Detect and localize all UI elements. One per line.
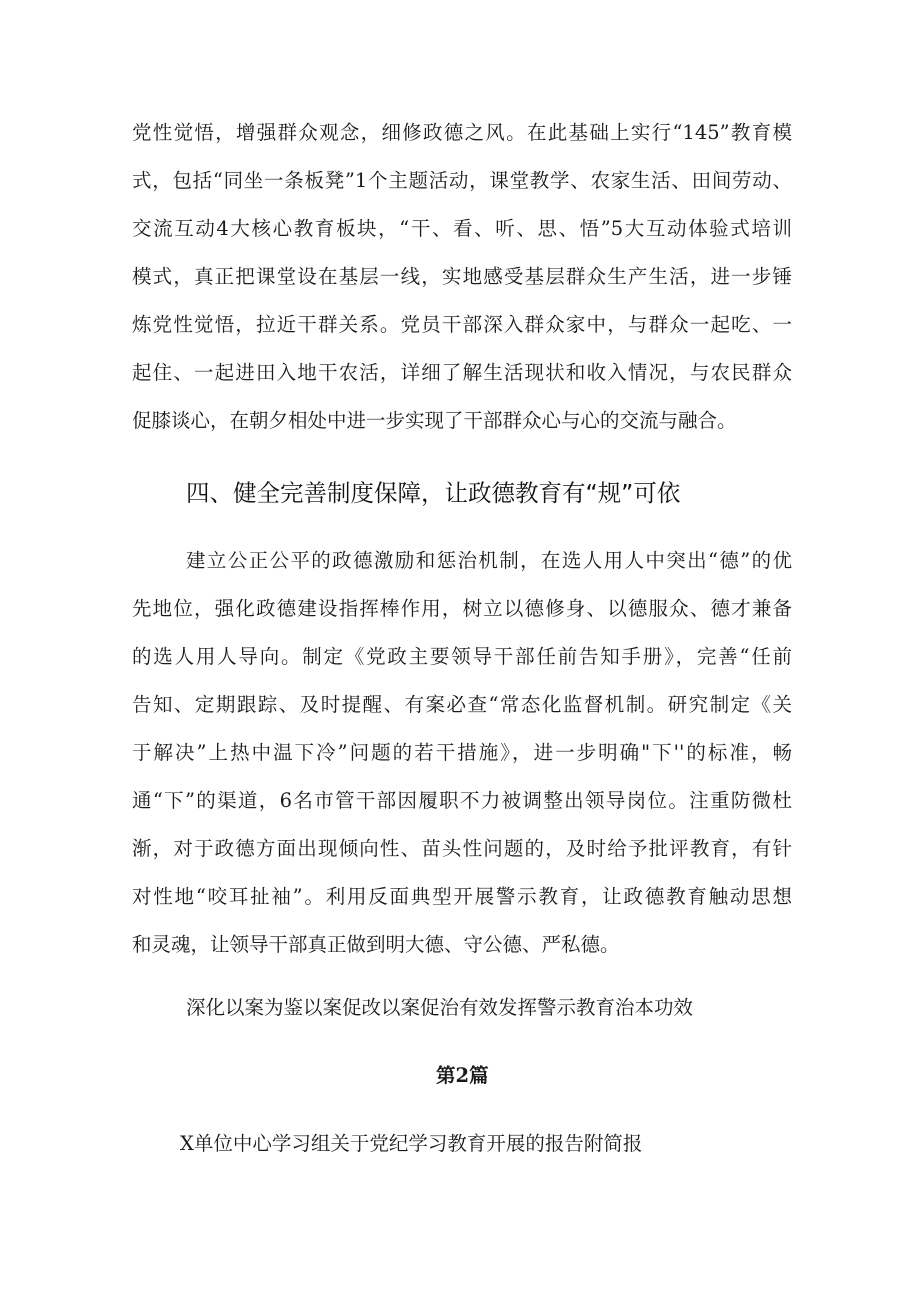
paragraph-1-line-1: 党性觉悟，增强群众观念，细修政德之风。在此基础上实行“145”教育模: [132, 121, 792, 144]
paragraph-1-line-5: 炼党性觉悟，拉近干群关系。党员干部深入群众家中，与群众一起吃、一: [132, 313, 792, 336]
paragraph-2-line-4: 告知、定期跟踪、及时提醒、有案必查“常态化监督机制。研究制定《关: [132, 693, 792, 716]
paragraph-2-line-6: 通“下”的渠道，6名市管干部因履职不力被调整出领导岗位。注重防微杜: [132, 789, 792, 812]
article-title: X单位中心学习组关于党纪学习教育开展的报告附简报: [180, 1132, 643, 1155]
paragraph-1-line-7: 促膝谈心，在朝夕相处中进一步实现了干部群众心与心的交流与融合。: [132, 409, 737, 432]
section-heading: 四、健全完善制度保障，让政德教育有“规”可依: [186, 479, 681, 507]
paragraph-1-line-6: 起住、一起进田入地干农活，详细了解生活现状和收入情况，与农民群众: [132, 361, 792, 384]
paragraph-2-line-3: 的选人用人导向。制定《党政主要领导干部任前告知手册》，完善“任前: [132, 645, 792, 668]
paragraph-2-line-5: 于解决”上热中温下冷”问题的若干措施》，进一步明确"下''的标准，畅: [132, 741, 792, 764]
paragraph-1-line-3: 交流互动4大核心教育板块，“干、看、听、思、悟”5大互动体验式培训: [132, 217, 792, 240]
paragraph-2-line-1: 建立公正公平的政德激励和惩治机制，在选人用人中突出“德”的优: [186, 549, 792, 572]
article-number: 第2篇: [436, 1064, 489, 1087]
paragraph-1-line-2: 式，包括“同坐一条板凳”1个主题活动，课堂教学、农家生活、田间劳动、: [132, 169, 792, 192]
paragraph-2-line-9: 和灵魂，让领导干部真正做到明大德、守公德、严私德。: [132, 933, 620, 956]
paragraph-2-line-2: 先地位，强化政德建设指挥棒作用，树立以德修身、以德服众、德才兼备: [132, 597, 792, 620]
paragraph-2-line-7: 渐，对于政德方面出现倾向性、苗头性问题的，及时给予批评教育，有针: [132, 837, 792, 860]
paragraph-1-line-4: 模式，真正把课堂设在基层一线，实地感受基层群众生产生活，进一步锤: [132, 265, 792, 288]
subtitle-line: 深化以案为鉴以案促改以案促治有效发挥警示教育治本功效: [186, 996, 694, 1019]
paragraph-2-line-8: 对性地“咬耳扯袖”。利用反面典型开展警示教育，让政德教育触动思想: [132, 885, 792, 908]
